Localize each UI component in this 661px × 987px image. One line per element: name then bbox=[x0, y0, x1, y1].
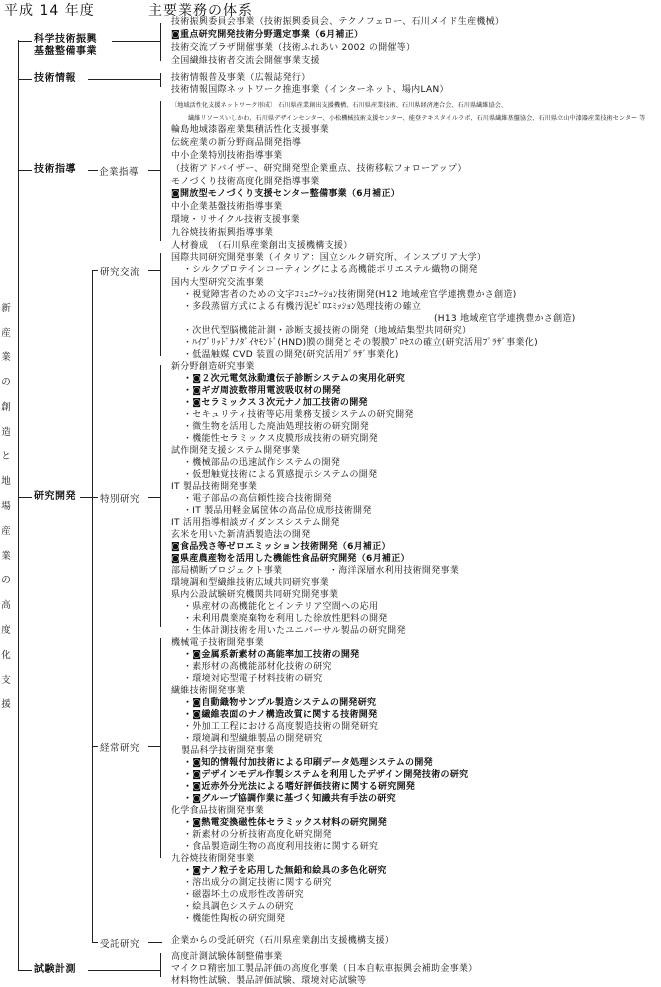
list-item: ・絵具調色システムの研究 bbox=[183, 902, 294, 912]
list-item: ・多段蒸留方式による有機汚泥ｾﾞﾛｴﾐｯｼｮﾝ処理技術の確立 bbox=[183, 302, 422, 312]
connector-line bbox=[112, 41, 160, 42]
list-item: 県内公設試験研究機関共同研究開発事業 bbox=[171, 590, 339, 600]
list-item: 試作開発支援システム開発事業 bbox=[171, 446, 301, 456]
bracket-line bbox=[160, 365, 161, 627]
list-item: (H13 地域産官学連携豊かさ創造) bbox=[434, 314, 576, 324]
connector-line bbox=[148, 942, 162, 943]
list-item: ◙食品残さ等ゼロエミッション技術開発（6月補正） bbox=[171, 542, 391, 552]
side-title-char: 産 bbox=[1, 526, 11, 537]
bracket-line bbox=[160, 253, 161, 356]
list-item: 国際共同研究開発事業（イタリア：国立シルク研究所、インスブリア大学） bbox=[171, 253, 487, 263]
page-title: 主要業務の体系 bbox=[148, 3, 253, 19]
connector-line bbox=[88, 970, 160, 971]
connector-line bbox=[92, 942, 98, 943]
subcat-tokubetsu: 特別研究 bbox=[100, 494, 141, 505]
list-item: 化学食品技術開発事業 bbox=[171, 806, 265, 816]
list-item: 人材養成 （石川県産業創出支援機構支援） bbox=[171, 241, 353, 251]
side-title-char: 業 bbox=[1, 551, 11, 562]
side-title-char: 高 bbox=[1, 600, 11, 611]
list-item: ・素形材の高機能部材化技術の研究 bbox=[183, 662, 332, 672]
side-title-char: 度 bbox=[1, 625, 11, 636]
connector-line bbox=[92, 746, 98, 747]
list-item: ・ﾊｲﾌﾞﾘｯﾄﾞﾅﾉﾀﾞｲﾔﾓﾝﾄﾞ(HND)膜の開発とその製膜ﾌﾟﾛｾｽの確立(研究活用ﾌﾟﾗｻﾞ事業化) bbox=[183, 338, 538, 348]
list-item: 九谷焼技術振興指導事業 bbox=[171, 228, 274, 238]
list-item: 伝統産業の新分野商品開発指導 bbox=[171, 138, 302, 148]
category-kagaku-line1: 科学技術振興 bbox=[34, 34, 97, 45]
list-item: ・県産材の高機能化とインテリア空間への応用 bbox=[183, 602, 379, 612]
list-item: ・微生物を活用した廃油処理技術の研究開発 bbox=[183, 422, 370, 432]
side-title-char: 場 bbox=[1, 501, 11, 512]
subcat-keijo: 経常研究 bbox=[100, 743, 141, 754]
side-title-char: 創 bbox=[1, 402, 11, 413]
list-item: ・シルクプロテインコーティングによる高機能ポリエステル織物の開発 bbox=[183, 265, 478, 275]
list-item: ・視覚障害者のための文字ｺﾐｭﾆｹｰｼｮﾝ技術開発(H12 地域産官学連携豊かさ創造) bbox=[183, 290, 517, 300]
list-item: ・新素材の分析技術高度化研究開発 bbox=[183, 830, 332, 840]
list-item: 技術情報国際ネットワーク推進事業（インターネット、場内LAN） bbox=[171, 85, 449, 95]
category-gijutsu-joho: 技術情報 bbox=[34, 73, 76, 84]
list-item: 国内大型研究交流事業 bbox=[171, 278, 265, 288]
list-item: ・◙熱電変換磁性体セラミックス材料の研究開発 bbox=[183, 818, 388, 828]
side-title-char: 化 bbox=[1, 650, 11, 661]
list-item: ・低温触媒 CVD 装置の開発(研究活用ﾌﾟﾗｻﾞ事業化) bbox=[183, 350, 399, 360]
list-item: ◙開放型モノづくり支援センター整備事業（6月補正） bbox=[171, 189, 401, 199]
connector-line bbox=[80, 497, 92, 498]
bracket-line bbox=[160, 638, 161, 858]
bracket-line bbox=[160, 23, 161, 61]
list-item: ・溶出成分の測定技術に関する研究 bbox=[183, 878, 332, 888]
list-item: ・◙知的情報付加技術による印刷データ処理システムの開発 bbox=[183, 758, 433, 768]
list-item: 繊維リソースいしかわ、石川県デザインセンター、小松機械技術支援センター、能登テキスタイルラボ、石川県繊維基盤協会、石川県立山中漆器産業技術センター 等 bbox=[188, 115, 646, 122]
list-item: 企業からの受託研究（石川県産業創出支援機構支援） bbox=[171, 936, 395, 946]
list-item: ・◙セラミックス３次元ナノ加工技術の開発 bbox=[183, 398, 368, 408]
side-title-char: 業 bbox=[1, 352, 11, 363]
list-item: ・◙繊維表面のナノ構造改質に関する技術開発 bbox=[183, 710, 378, 720]
list-item: 部局横断プロジェクト事業 ・海洋深層水利用技術開発事業 bbox=[171, 566, 460, 576]
list-item: 高度計測試験体制整備事業 bbox=[171, 952, 283, 962]
list-item: 技術交流プラザ開催事業（技術ふれあい 2002 の開催等） bbox=[171, 43, 416, 53]
list-item: ・磁器坏土の成形性改善研究 bbox=[183, 890, 304, 900]
side-title-char: と bbox=[1, 451, 11, 462]
connector-line bbox=[88, 170, 98, 171]
list-item: 環境調和型繊維技術広域共同研究事業 bbox=[171, 578, 330, 588]
list-item: 〔地域活性化支援ネットワーク形成〕 石川県産業創出支援機構、石川県産業技術、石川県経済連合会、石川県繊維協会、 bbox=[171, 102, 508, 109]
list-item: ・IT 製品用軽金属筐体の高品位成形技術開発 bbox=[183, 506, 372, 516]
list-item: IT 製品技術開発事業 bbox=[171, 482, 258, 492]
connector-line bbox=[148, 746, 160, 747]
list-item: モノづくり技術高度化開発指導事業 bbox=[171, 177, 320, 187]
category-gijutsu-shido: 技術指導 bbox=[34, 164, 76, 175]
branch-line bbox=[18, 170, 32, 171]
bracket-line bbox=[160, 953, 161, 977]
branch-line bbox=[18, 497, 32, 498]
list-item: （技術アドバイザー、研究開発型企業重点、技術移転フォローアップ） bbox=[171, 164, 467, 174]
list-item: ・セキュリティ技術等応用業務支援システムの研究開発 bbox=[183, 410, 414, 420]
list-item: 製品科学技術開発事業 bbox=[181, 746, 275, 756]
connector-line bbox=[148, 497, 160, 498]
side-title-char: の bbox=[1, 377, 11, 388]
list-item: ・◙グループ協調作業に基づく知識共有手法の研究 bbox=[183, 794, 396, 804]
list-item: 繊維技術開発事業 bbox=[171, 686, 246, 696]
list-item: ・生体計測技術を用いたユニバーサル製品の研究開発 bbox=[183, 626, 406, 636]
list-item: 輪島地域漆器産業集積活性化支援事業 bbox=[171, 125, 330, 135]
side-title-char: 造 bbox=[1, 427, 11, 438]
connector-line bbox=[88, 79, 160, 80]
branch-line bbox=[18, 41, 32, 42]
list-item: ◙重点研究開発技術分野選定事業（6月補正） bbox=[171, 30, 364, 40]
list-item: ・環境調和型繊維製品の開発研究 bbox=[183, 734, 323, 744]
side-title-char: 援 bbox=[1, 699, 11, 710]
list-item: 中小企業基盤技術指導事業 bbox=[171, 202, 283, 212]
connector-line bbox=[92, 497, 98, 498]
side-title-char: の bbox=[1, 575, 11, 586]
connector-line bbox=[92, 270, 98, 271]
branch-line bbox=[18, 79, 32, 80]
list-item: 玄米を用いた新清酒製造法の開発 bbox=[171, 530, 311, 540]
category-shiken: 試験計測 bbox=[34, 964, 76, 975]
category-kagaku-line2: 基盤整備事業 bbox=[34, 46, 97, 57]
connector-line bbox=[148, 270, 160, 271]
list-item: ・環境対応型電子材料技術の研究 bbox=[183, 674, 323, 684]
side-title-char: 地 bbox=[1, 476, 11, 487]
bracket-line bbox=[160, 73, 161, 87]
list-item: ・機械部品の迅速試作システムの開発 bbox=[183, 458, 341, 468]
list-item: ・電子部品の高信頼性接合技術開発 bbox=[183, 494, 332, 504]
side-title-char: 支 bbox=[1, 675, 11, 686]
list-item: ◙県産農産物を活用した機能性食品研究開発（6月補正） bbox=[171, 554, 410, 564]
list-item: 環境・リサイクル技術支援事業 bbox=[171, 215, 300, 225]
list-item: 技術情報普及事業（広報誌発行） bbox=[171, 73, 311, 83]
category-kenkyu: 研究開発 bbox=[34, 491, 76, 502]
list-item: ・次世代型脳機能計測・診断支援技術の開発（地域結集型共同研究） bbox=[183, 326, 472, 336]
list-item: IT 活用指導相談ガイダンスシステム開発 bbox=[171, 518, 340, 528]
list-item: 九谷焼技術開発事業 bbox=[171, 854, 255, 864]
fiscal-year: 平成 14 年度 bbox=[4, 3, 95, 19]
list-item: ・食品製造副生物の高度利用技術に関する研究 bbox=[183, 842, 379, 852]
list-item: 技術振興委員会事業（技術振興委員会、テクノフェロー、石川メイド生産機械） bbox=[171, 17, 505, 27]
list-item: ・未利用農業廃棄物を利用した徐放性肥料の開発 bbox=[183, 614, 388, 624]
list-item: 機械電子技術開発事業 bbox=[171, 638, 265, 648]
side-title-char: 新 bbox=[1, 303, 11, 314]
list-item: ・◙ナノ粒子を応用した無鉛和絵具の多色化研究 bbox=[183, 866, 387, 876]
branch-line bbox=[18, 970, 32, 971]
connector-line bbox=[148, 170, 160, 171]
list-item: ・◙近赤外分光法による嗜好評価技術に関する研究開発 bbox=[183, 782, 416, 792]
list-item: ・◙金属系新素材の高能率加工技術の開発 bbox=[183, 650, 360, 660]
list-item: ・◙デザインモデル作製システムを利用したデザイン開発技術の研究 bbox=[183, 770, 469, 780]
list-item: 材料物性試験、製品評価試験、環境対応試験等 bbox=[171, 976, 367, 986]
side-title-char: 産 bbox=[1, 328, 11, 339]
list-item: マイクロ精密加工製品評価の高度化事業（日本自転車振興会補助金事業） bbox=[171, 964, 478, 974]
list-item: ・◙２次元電気泳動遺伝子診断システムの実用化研究 bbox=[183, 374, 406, 384]
list-item: ・外加工工程における高度製造技術の開発研究 bbox=[183, 722, 379, 732]
bracket-line bbox=[160, 101, 161, 241]
list-item: ・◙ギガ周波数帯用電波吸収材の開発 bbox=[183, 386, 341, 396]
list-item: 全国繊維技術者交流会開催事業支援 bbox=[171, 56, 320, 66]
main-trunk-line bbox=[18, 40, 19, 970]
research-trunk-line bbox=[92, 270, 93, 942]
list-item: ・◙自動織物サンプル製造システムの開発研究 bbox=[183, 698, 377, 708]
list-item: 新分野創造研究事業 bbox=[171, 362, 255, 372]
subcat-jutaku: 受託研究 bbox=[100, 939, 141, 950]
list-item: ・仮想触覚技術による質感提示システムの開発 bbox=[183, 470, 378, 480]
subcat-kigyo-shido: 企業指導 bbox=[99, 167, 140, 178]
list-item: 中小企業特別技術指導事業 bbox=[171, 151, 283, 161]
list-item: ・機能性陶板の研究開発 bbox=[183, 914, 286, 924]
list-item: ・機能性セラミックス皮膜形成技術の研究開発 bbox=[183, 434, 379, 444]
subcat-kenkyu-koryu: 研究交流 bbox=[100, 267, 141, 278]
